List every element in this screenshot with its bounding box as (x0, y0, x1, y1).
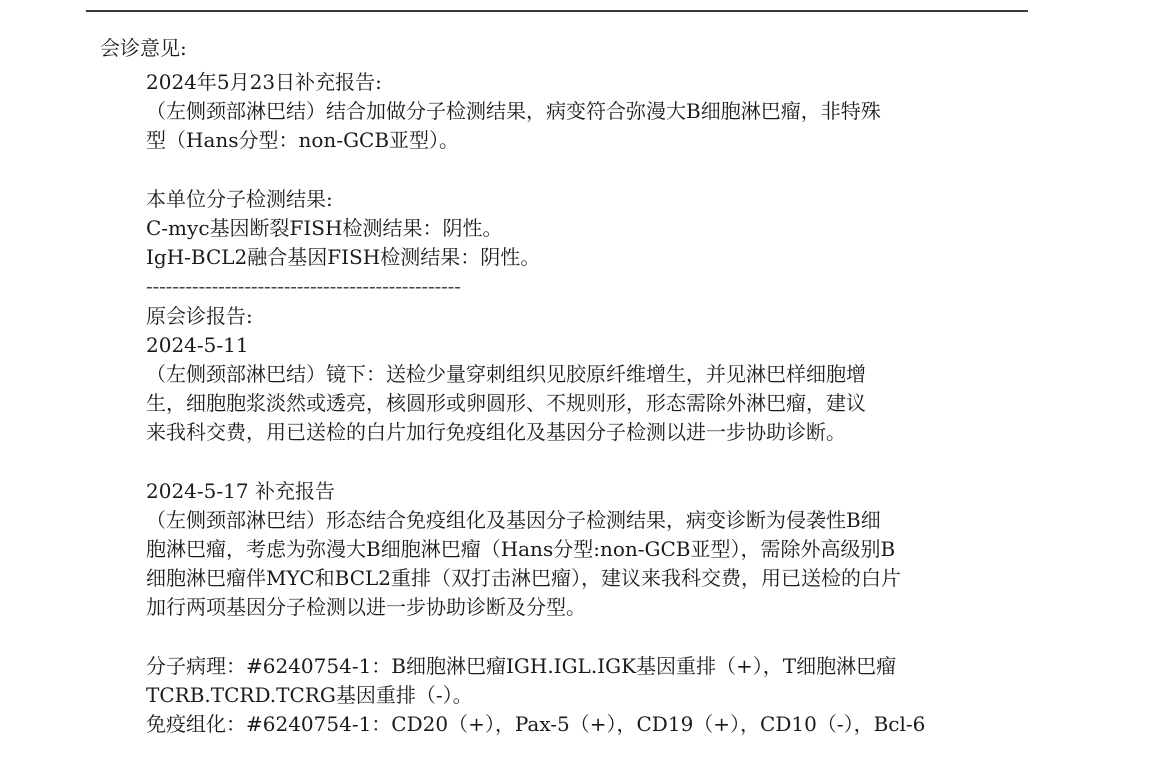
supplement-0517-line: 加行两项基因分子检测以进一步协助诊断及分型。 (146, 595, 586, 620)
consultation-heading: 会诊意见: (100, 36, 187, 60)
immunohistochemistry-line: 免疫组化：#6240754-1：CD20（+），Pax-5（+），CD19（+），CD10（-），Bcl-6 (146, 712, 926, 737)
blank-line (146, 623, 1026, 652)
original-report-title: 原会诊报告: (146, 303, 253, 328)
unit-results-title: 本单位分子检测结果: (146, 186, 333, 211)
supplement-0517-line: 细胞淋巴瘤伴MYC和BCL2重排（双打击淋巴瘤），建议来我科交费，用已送检的白片 (146, 566, 902, 591)
blank-line (146, 447, 1026, 476)
supplement-0523-line: 型（Hans分型：non-GCB亚型）。 (146, 128, 460, 153)
supplement-0517-line: 胞淋巴瘤，考虑为弥漫大B细胞淋巴瘤（Hans分型:non-GCB亚型），需除外高级别B (146, 537, 896, 561)
molecular-pathology-line: 分子病理：#6240754-1：B细胞淋巴瘤IGH.IGL.IGK基因重排（+），T细胞淋巴瘤 (146, 653, 897, 678)
dashed-divider: ------------------------------------------------ (146, 274, 461, 299)
original-report-line: （左侧颈部淋巴结）镜下：送检少量穿刺组织见胶原纤维增生，并见淋巴样细胞增 (146, 361, 866, 386)
molecular-pathology-line: TCRB.TCRD.TCRG基因重排（-）。 (146, 682, 473, 707)
original-report-date: 2024-5-11 (146, 332, 249, 357)
blank-line (146, 156, 1026, 185)
original-report-line: 生，细胞胞浆淡然或透亮，核圆形或卵圆形、不规则形，形态需除外淋巴瘤，建议 (146, 391, 866, 416)
supplement-0517-line: （左侧颈部淋巴结）形态结合免疫组化及基因分子检测结果，病变诊断为侵袭性B细 (146, 507, 881, 532)
top-rule (86, 10, 1028, 12)
supplement-0523-title: 2024年5月23日补充报告: (146, 70, 382, 94)
original-report-line: 来我科交费，用已送检的白片加行免疫组化及基因分子检测以进一步协助诊断。 (146, 420, 846, 445)
unit-results-line: IgH-BCL2融合基因FISH检测结果：阴性。 (146, 245, 541, 270)
supplement-0517-title: 2024-5-17 补充报告 (146, 478, 335, 503)
unit-results-line: C-myc基因断裂FISH检测结果：阴性。 (146, 215, 503, 240)
supplement-0523-line: （左侧颈部淋巴结）结合加做分子检测结果，病变符合弥漫大B细胞淋巴瘤，非特殊 (146, 99, 881, 124)
document-body (146, 68, 1026, 739)
